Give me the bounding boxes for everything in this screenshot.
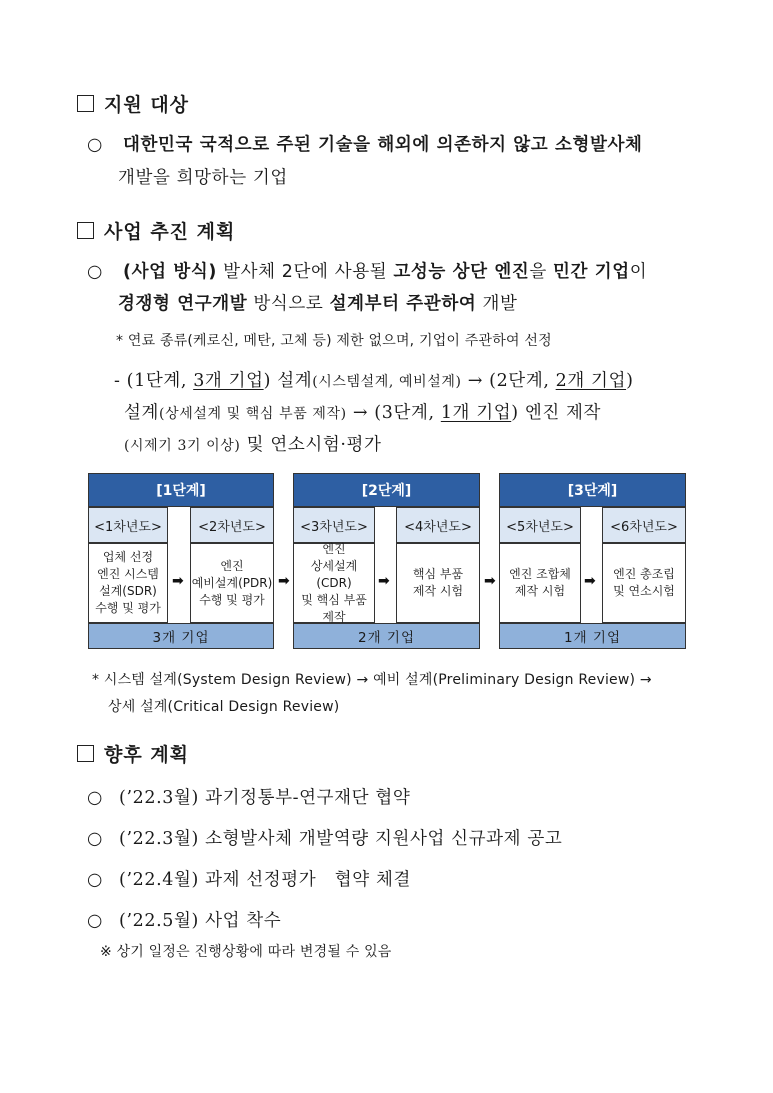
plan-item: ○ (’22.4월) 과제 선정평가 협약 체결 — [87, 870, 411, 890]
stage-3-cell-2: 엔진 총조립 및 연소시험 — [602, 543, 686, 623]
stage-1-header: [1단계] — [88, 473, 274, 507]
schedule-change-note: ※ 상기 일정은 진행상황에 따라 변경될 수 있음 — [100, 944, 392, 960]
business-method-line-1: ○ (사업 방식) 발사체 2단에 사용될 고성능 상단 엔진을 민간 기업이 — [87, 262, 648, 282]
plan-item: ○ (’22.3월) 과기정통부-연구재단 협약 — [87, 788, 411, 808]
design-review-note-line-2: 상세 설계(Critical Design Review) — [108, 699, 340, 715]
arrow-right-icon: ➡ — [172, 573, 184, 589]
section-heading-future-plan: 향후 계획 — [77, 740, 189, 767]
stage-3-year-1: <5차년도> — [499, 507, 581, 543]
stage-2-header: [2단계] — [293, 473, 480, 507]
bullet-circle-icon: ○ — [87, 135, 103, 155]
plan-item: ○ (’22.5월) 사업 착수 — [87, 911, 282, 931]
bullet-circle-icon: ○ — [87, 262, 103, 282]
stage-summary-line-2: 설계(상세설계 및 핵심 부품 제작) → (3단계, 1개 기업) 엔진 제작 — [124, 403, 602, 423]
bullet-circle-icon: ○ — [87, 829, 103, 849]
checkbox-square-icon — [77, 745, 94, 762]
stage-1-cell-2: 엔진 예비설계(PDR) 수행 및 평가 — [190, 543, 274, 623]
stage-2-cell-2: 핵심 부품 제작 시험 — [396, 543, 480, 623]
design-review-note-line-1: * 시스템 설계(System Design Review) → 예비 설계(Preliminary Design Review) → — [92, 672, 652, 688]
stage-summary-line-3: (시제기 3기 이상) 및 연소시험·평가 — [124, 435, 382, 455]
checkbox-square-icon — [77, 222, 94, 239]
arrow-right-icon: ➡ — [278, 573, 290, 589]
stage-3-cell-1: 엔진 조합체 제작 시험 — [499, 543, 581, 623]
stage-1-cell-1: 업체 선정 엔진 시스템 설계(SDR) 수행 및 평가 — [88, 543, 168, 623]
stage-3-header: [3단계] — [499, 473, 686, 507]
bullet-circle-icon: ○ — [87, 788, 103, 808]
section-heading-business-plan: 사업 추진 계획 — [77, 217, 235, 244]
business-method-line-2: 경쟁형 연구개발 방식으로 설계부터 주관하여 개발 — [118, 294, 518, 314]
arrow-right-icon: ➡ — [378, 573, 390, 589]
support-target-line-1: ○ 대한민국 국적으로 주된 기술을 해외에 의존하지 않고 소형발사체 — [87, 135, 643, 155]
section-heading-support-target: 지원 대상 — [77, 90, 189, 117]
stage-2-cell-1: 엔진 상세설계(CDR) 및 핵심 부품 제작 — [293, 543, 375, 623]
arrow-right-icon: ➡ — [584, 573, 596, 589]
stage-1-year-2: <2차년도> — [190, 507, 274, 543]
stage-summary-line-1: - (1단계, 3개 기업) 설계(시스템설계, 예비설계) → (2단계, 2개 기업) — [114, 371, 634, 391]
plan-item: ○ (’22.3월) 소형발사체 개발역량 지원사업 신규과제 공고 — [87, 829, 563, 849]
stage-3-footer: 1개 기업 — [499, 623, 686, 649]
arrow-right-icon: ➡ — [484, 573, 496, 589]
fuel-note: * 연료 종류(케로신, 메탄, 고체 등) 제한 없으며, 기업이 주관하여 선정 — [116, 333, 552, 349]
stage-1-footer: 3개 기업 — [88, 623, 274, 649]
checkbox-square-icon — [77, 95, 94, 112]
support-target-line-2: 개발을 희망하는 기업 — [118, 168, 288, 188]
stage-2-year-1: <3차년도> — [293, 507, 375, 543]
stage-3-year-2: <6차년도> — [602, 507, 686, 543]
stage-2-footer: 2개 기업 — [293, 623, 480, 649]
stage-1-year-1: <1차년도> — [88, 507, 168, 543]
bullet-circle-icon: ○ — [87, 911, 103, 931]
bullet-circle-icon: ○ — [87, 870, 103, 890]
stage-2-year-2: <4차년도> — [396, 507, 480, 543]
